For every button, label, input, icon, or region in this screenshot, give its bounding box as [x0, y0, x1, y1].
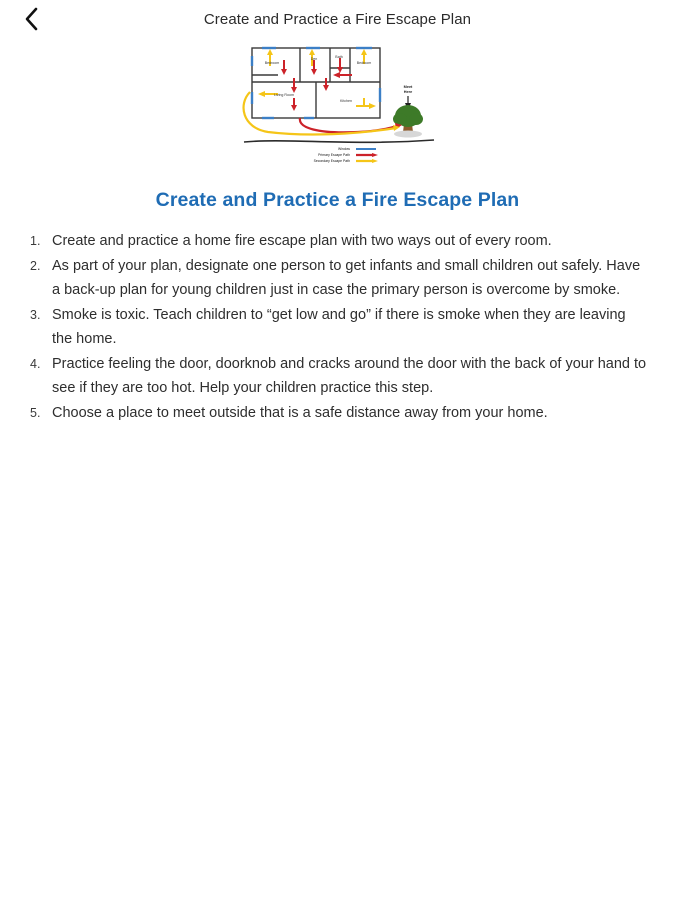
svg-text:Window: Window — [337, 147, 350, 151]
app-header — [0, 0, 675, 38]
list-item: Choose a place to meet outside that is a safe distance away from your home. — [52, 405, 548, 422]
tree-icon — [393, 105, 423, 138]
list-item: Smoke is toxic. Teach children to “get low and go” if there is smoke when they are leaving the home. — [52, 307, 626, 347]
svg-text:Den: Den — [310, 57, 317, 61]
ground-line — [244, 140, 434, 142]
article-heading: Create and Practice a Fire Escape Plan — [155, 189, 520, 211]
room-labels — [264, 55, 371, 103]
diagram-legend — [313, 147, 377, 163]
svg-text:Secondary Escape Path: Secondary Escape Path — [313, 159, 350, 163]
svg-text:Kitchen: Kitchen — [339, 99, 352, 103]
article-body — [0, 189, 675, 426]
secondary-escape-route — [243, 92, 395, 135]
list-item: Create and practice a home fire escape plan with two ways out of every room. — [52, 233, 552, 249]
fire-escape-plan-diagram — [238, 42, 438, 167]
illustration-container — [0, 42, 675, 167]
svg-text:Meet: Meet — [403, 85, 412, 89]
svg-text:Living Room: Living Room — [273, 93, 294, 97]
svg-text:Bedroom: Bedroom — [264, 61, 279, 65]
list-item: As part of your plan, designate one person to get infants and small children out safely. Have a back-up plan for young children just in case the primary person is overcome by smoke. — [52, 258, 641, 298]
svg-text:Bedroom: Bedroom — [356, 61, 371, 65]
svg-text:Primary Escape Path: Primary Escape Path — [317, 153, 350, 157]
steps-list — [24, 230, 647, 426]
list-item: Practice feeling the door, doorknob and cracks around the door with the back of your hand to see if they are too hot. Help your children practice this step. — [52, 356, 647, 396]
back-button[interactable] — [14, 2, 50, 36]
svg-text:Here: Here — [403, 90, 412, 94]
page-title: Create and Practice a Fire Escape Plan — [203, 10, 472, 28]
svg-text:Bath: Bath — [334, 55, 343, 59]
chevron-left-icon — [24, 6, 40, 32]
